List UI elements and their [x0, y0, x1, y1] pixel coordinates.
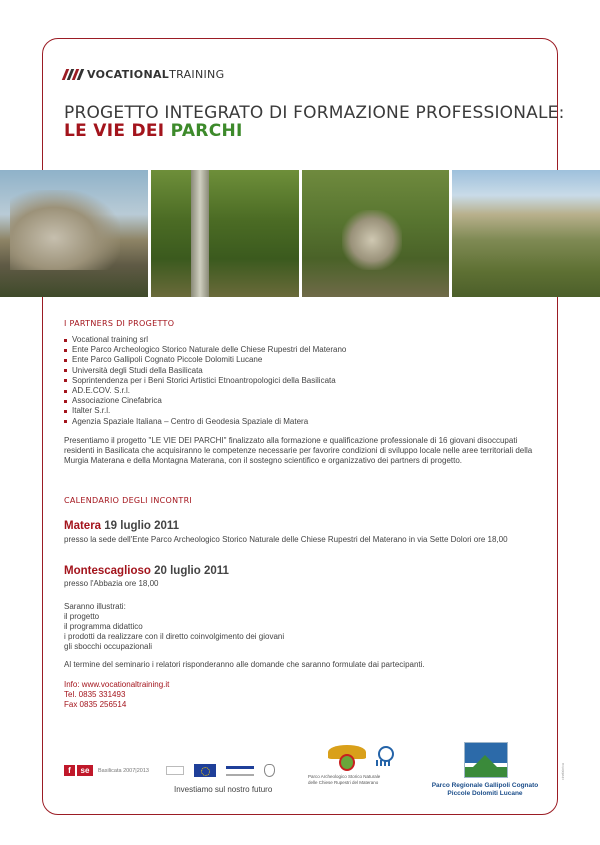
side-credit: cinefabrica — [561, 763, 565, 780]
region-logo-icon — [166, 766, 184, 775]
photo-strip — [0, 170, 600, 297]
logo-marks-icon — [64, 69, 82, 80]
title-line-1: PROGETTO INTEGRATO DI FORMAZIONE PROFESSIONALE: — [64, 103, 565, 123]
event-date: 20 luglio 2011 — [154, 565, 229, 577]
logo-light-text: TRAINING — [169, 68, 225, 81]
title-line-2 — [64, 121, 243, 141]
partners-list — [64, 335, 346, 427]
eu-flag-icon — [194, 764, 216, 777]
event-city: Matera — [64, 520, 102, 532]
fse-f-icon: f — [64, 765, 75, 776]
list-item: AD.E.COV. S.r.l. — [64, 386, 346, 396]
institutional-logos — [166, 764, 275, 777]
ravine-photo — [302, 170, 450, 297]
bullet-icon — [64, 390, 67, 393]
unesco-icon — [376, 746, 392, 768]
gallipoli-park-logo — [420, 742, 550, 798]
slogan-text: Investiamo sul nostro futuro — [174, 785, 273, 794]
list-item: Vocational training srl — [64, 335, 346, 345]
italian-republic-emblem-icon — [264, 764, 275, 777]
topics-title: Saranno illustrati: — [64, 602, 126, 611]
partners-title: I PARTNERS DI PROGETTO — [64, 319, 175, 328]
park2-name-line2: Piccole Dolomiti Lucane — [447, 790, 523, 797]
ministry-logo-icon — [226, 766, 254, 776]
list-item: il progetto — [64, 612, 100, 621]
murgia-park-logo — [308, 742, 403, 786]
event-matera-heading — [64, 520, 179, 532]
park1-name-line2: delle Chiese Rupestri del Materano — [308, 780, 379, 785]
title-parchi: PARCHI — [170, 121, 243, 141]
fse-label: Basilicata 2007|2013 — [98, 767, 149, 774]
vocational-training-logo — [64, 68, 224, 81]
list-item: Università degli Studi della Basilicata — [64, 366, 346, 376]
event-montescaglioso-heading — [64, 565, 229, 577]
eagle-icon — [328, 742, 366, 772]
event-matera-venue: presso la sede dell'Ente Parco Archeologico Storico Naturale delle Chiese Rupestri del Materano in via Sette Dolori ore 18,00 — [64, 535, 508, 544]
park1-name-line1: Parco Archeologico Storico Naturale — [308, 774, 381, 779]
list-item: Associazione Cinefabrica — [64, 396, 346, 406]
rock-formation-photo — [0, 170, 148, 297]
bullet-icon — [64, 400, 67, 403]
calendar-title: CALENDARIO DEGLI INCONTRI — [64, 496, 193, 505]
list-item: gli sbocchi occupazionali — [64, 642, 153, 651]
fse-se-icon: se — [77, 765, 93, 776]
list-item: Ente Parco Archeologico Storico Naturale delle Chiese Rupestri del Materano — [64, 345, 346, 355]
fse-logo — [64, 765, 149, 776]
list-item: Soprintendenza per i Beni Storici Artistici Etnoantropologici della Basilicata — [64, 376, 346, 386]
logo-bold-text: VOCATIONAL — [87, 68, 170, 81]
matera-landscape-photo — [452, 170, 600, 297]
topics-block — [64, 602, 284, 652]
contacts-block — [64, 680, 169, 710]
list-item: il programma didattico — [64, 622, 143, 631]
phone-number: Tel. 0835 331493 — [64, 690, 126, 699]
forest-photo — [151, 170, 299, 297]
list-item: Ente Parco Gallipoli Cognato Piccole Dolomiti Lucane — [64, 355, 346, 365]
fax-number: Fax 0835 256514 — [64, 700, 127, 709]
bullet-icon — [64, 349, 67, 352]
event-montescaglioso-venue: presso l'Abbazia ore 18,00 — [64, 579, 159, 588]
bullet-icon — [64, 359, 67, 362]
website-link[interactable]: Info: www.vocationaltraining.it — [64, 680, 170, 689]
bullet-icon — [64, 420, 67, 423]
bullet-icon — [64, 369, 67, 372]
mountain-icon — [464, 742, 508, 778]
closing-note: Al termine del seminario i relatori risponderanno alle domande che saranno formulate dai partecipanti. — [64, 660, 425, 669]
event-city: Montescaglioso — [64, 565, 151, 577]
bullet-icon — [64, 339, 67, 342]
bullet-icon — [64, 410, 67, 413]
park2-name-line1: Parco Regionale Gallipoli Cognato — [431, 782, 539, 789]
list-item: i prodotti da realizzare con il diretto coinvolgimento dei giovani — [64, 632, 285, 641]
event-date: 19 luglio 2011 — [104, 520, 180, 532]
list-item: Agenzia Spaziale Italiana – Centro di Geodesia Spaziale di Matera — [64, 417, 346, 427]
intro-paragraph: Presentiamo il progetto "LE VIE DEI PARCHI" finalizzato alla formazione e qualificazione professionale di 16 giovani disoccupati residenti in Basilicata che acquisiranno le competenze necessarie per favorire condizioni di sviluppo locale nelle aree territoriali della Murgia Materana e della Montagna Materana, con il sostegno scientifico e organizzativo dei partners di progetto. — [64, 436, 533, 465]
list-item: Italter S.r.l. — [64, 406, 346, 416]
title-le-vie-dei: LE VIE DEI — [64, 121, 171, 141]
bullet-icon — [64, 379, 67, 382]
